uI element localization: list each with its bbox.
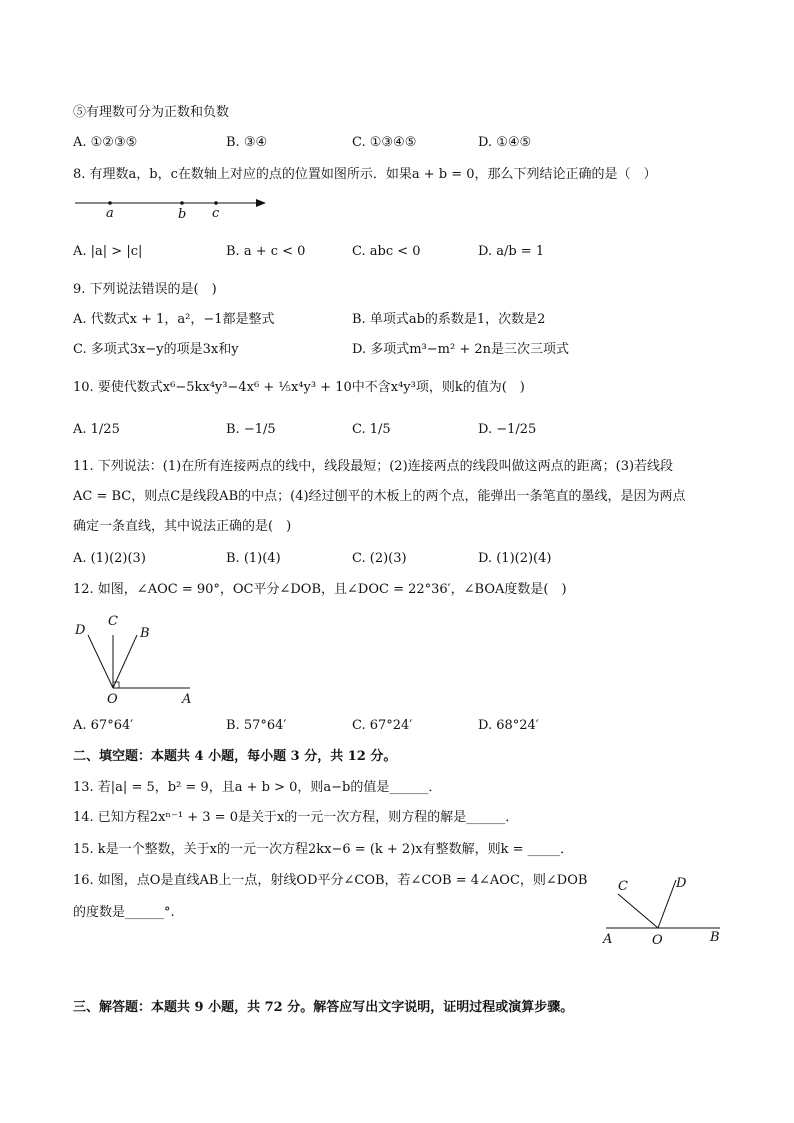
label-O: O bbox=[107, 692, 118, 707]
label-O: O bbox=[652, 933, 663, 948]
q12-angle-figure bbox=[70, 608, 200, 708]
q9-option-b: B. 单项式ab的系数是1，次数是2 bbox=[352, 312, 546, 327]
label-A: A bbox=[603, 932, 613, 947]
q7-option-b: B. ③④ bbox=[226, 135, 268, 150]
q16-angle-figure bbox=[598, 872, 728, 948]
label-b: b bbox=[178, 207, 187, 222]
q10-option-d: D. −1/25 bbox=[478, 422, 537, 437]
label-c: c bbox=[212, 206, 220, 221]
q9-option-d: D. 多项式m³−m² + 2n是三次三项式 bbox=[352, 342, 569, 357]
q11-line-3: 确定一条直线，其中说法正确的是( ) bbox=[73, 519, 292, 534]
q7-statement-5: ⑤有理数可分为正数和负数 bbox=[73, 105, 230, 120]
label-C: C bbox=[108, 614, 118, 629]
q10-option-a: A. 1/25 bbox=[73, 422, 120, 437]
q10-stem: 10. 要使代数式x⁶−5kx⁴y³−4x⁶ + ¹⁄₅x⁴y³ + 10中不含x⁴y³项，则k的值为( ) bbox=[73, 380, 525, 395]
q8-option-c: C. abc < 0 bbox=[352, 244, 421, 259]
q11-line-2: AC = BC，则点C是线段AB的中点；(4)经过刨平的木板上的两个点，能弹出一条笔直的墨线，是因为两点 bbox=[73, 489, 686, 504]
q16-line-2: 的度数是______°. bbox=[73, 905, 175, 920]
label-D: D bbox=[676, 876, 687, 891]
q11-option-c: C. (2)(3) bbox=[352, 551, 407, 566]
q9-stem: 9. 下列说法错误的是( ) bbox=[73, 282, 217, 297]
label-B: B bbox=[710, 930, 720, 945]
point-c bbox=[214, 201, 218, 205]
label-A: A bbox=[182, 692, 192, 707]
label-D: D bbox=[75, 623, 86, 638]
q12-option-a: A. 67°64′ bbox=[73, 718, 134, 733]
q8-option-d: D. a/b = 1 bbox=[478, 244, 545, 259]
q9-option-a: A. 代数式x + 1，a²，−1都是整式 bbox=[73, 312, 275, 327]
q16-line-1: 16. 如图，点O是直线AB上一点，射线OD平分∠COB，若∠COB = 4∠AOC，则∠DOB bbox=[73, 873, 588, 888]
q11-line-1: 11. 下列说法：(1)在所有连接两点的线中，线段最短；(2)连接两点的线段叫做这两点的距离；(3)若线段 bbox=[73, 459, 674, 474]
q15: 15. k是一个整数，关于x的一元一次方程2kx−6 = (k + 2)x有整数解，则k = _____． bbox=[73, 842, 574, 857]
q12-stem: 12. 如图，∠AOC = 90°，OC平分∠DOB，且∠DOC = 22°36′，∠BOA度数是( ) bbox=[73, 582, 567, 597]
label-B: B bbox=[140, 626, 150, 641]
section-3-header: 三、解答题：本题共 9 小题，共 72 分。解答应写出文字说明，证明过程或演算步骤。 bbox=[73, 1000, 574, 1015]
q8-number-line-figure bbox=[70, 192, 275, 222]
q12-option-b: B. 57°64′ bbox=[226, 718, 287, 733]
q8-stem: 8. 有理数a，b，c在数轴上对应的点的位置如图所示．如果a + b = 0，那么下列结论正确的是（ ） bbox=[73, 167, 657, 182]
q12-option-d: D. 68°24′ bbox=[478, 718, 539, 733]
q9-option-c: C. 多项式3x−y的项是3x和y bbox=[73, 342, 239, 357]
q14: 14. 已知方程2xⁿ⁻¹ + 3 = 0是关于x的一元一次方程，则方程的解是______． bbox=[73, 810, 519, 825]
q11-option-a: A. (1)(2)(3) bbox=[73, 551, 146, 566]
q12-option-c: C. 67°24′ bbox=[352, 718, 413, 733]
q7-option-a: A. ①②③⑤ bbox=[73, 135, 138, 150]
label-C: C bbox=[618, 879, 628, 894]
q10-option-c: C. 1/5 bbox=[352, 422, 391, 437]
q10-option-b: B. −1/5 bbox=[226, 422, 276, 437]
q8-option-b: B. a + c < 0 bbox=[226, 244, 306, 259]
q8-option-a: A. |a| > |c| bbox=[73, 244, 143, 259]
point-a bbox=[108, 201, 112, 205]
q13: 13. 若|a| = 5，b² = 9，且a + b > 0，则a−b的值是______． bbox=[73, 780, 442, 795]
q11-option-b: B. (1)(4) bbox=[226, 551, 281, 566]
point-b bbox=[180, 201, 184, 205]
q11-option-d: D. (1)(2)(4) bbox=[478, 551, 552, 566]
section-2-header: 二、填空题：本题共 4 小题，每小题 3 分，共 12 分。 bbox=[73, 749, 397, 764]
label-a: a bbox=[106, 206, 114, 221]
q7-option-c: C. ①③④⑤ bbox=[352, 135, 417, 150]
q7-option-d: D. ①④⑤ bbox=[478, 135, 532, 150]
